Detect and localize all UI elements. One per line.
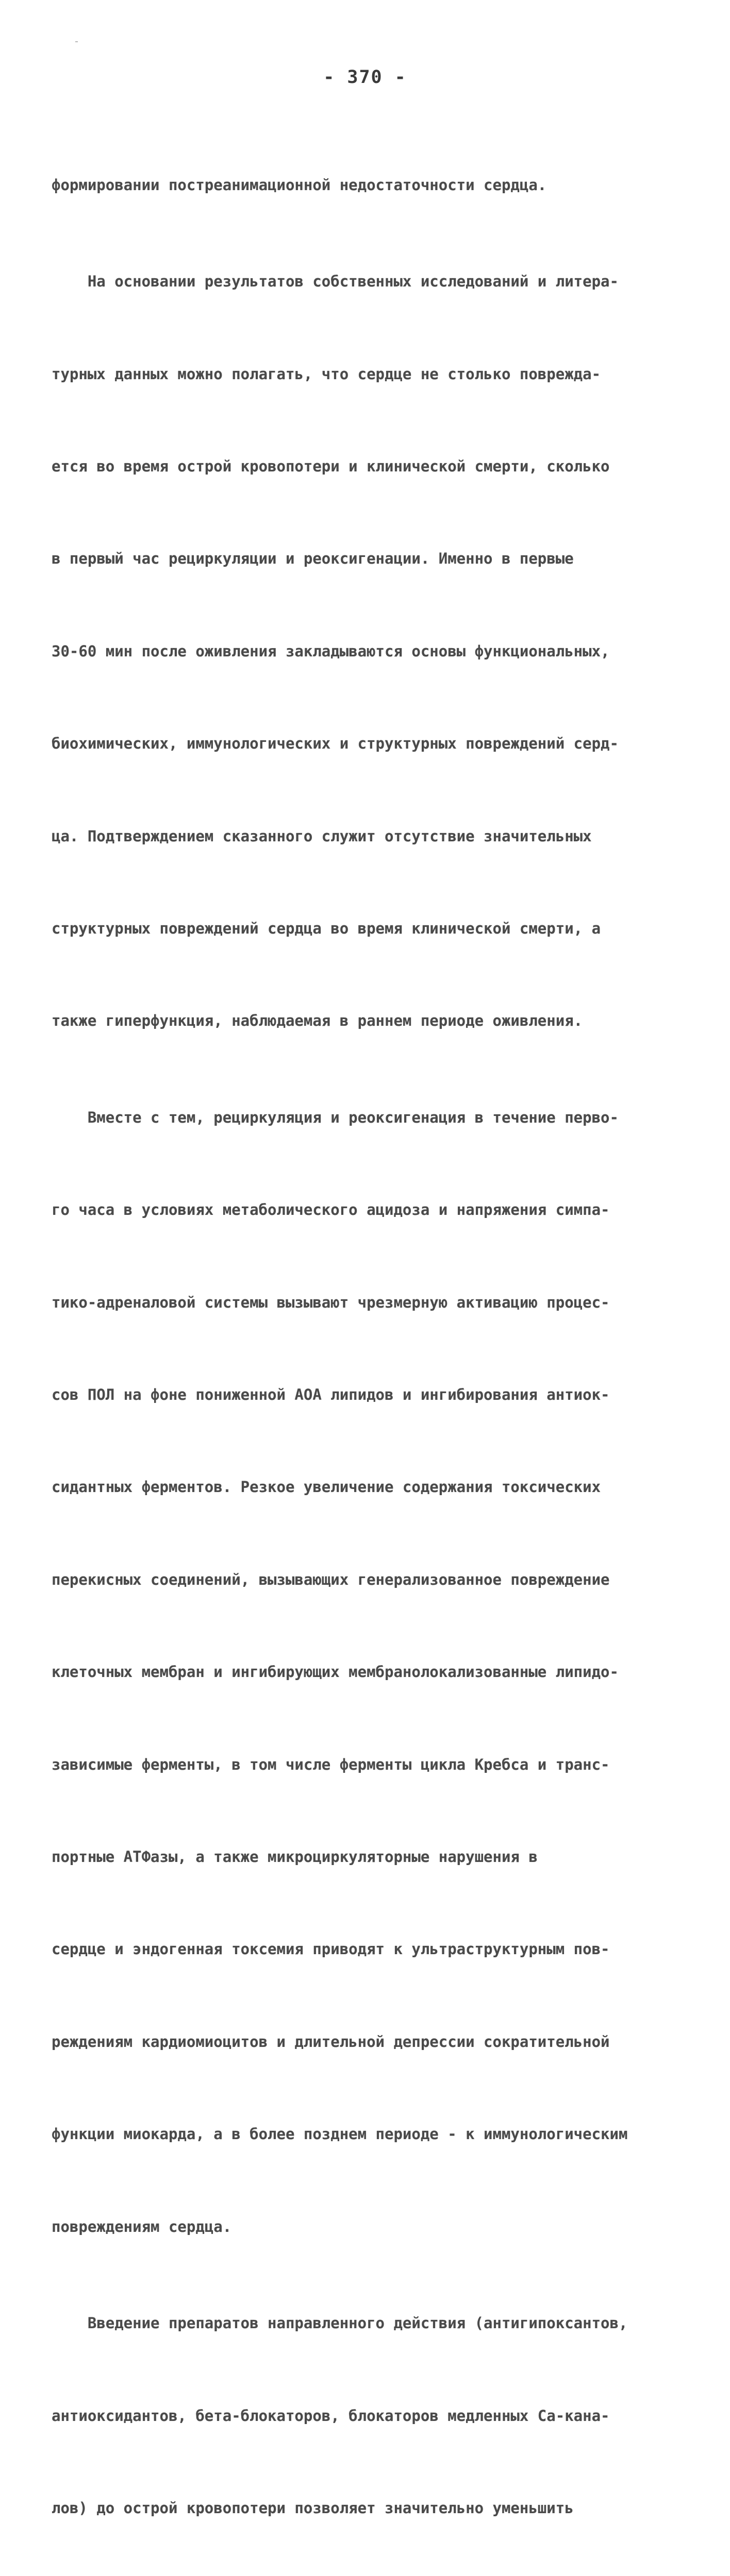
text-line: перекисных соединений, вызывающих генерализованное повреждение [52, 1570, 610, 1588]
text-line: сидантных ферментов. Резкое увеличение содержания токсических [52, 1478, 601, 1496]
text-line: повреждениям сердца. [52, 2217, 232, 2235]
text-line: сов ПОЛ на фоне пониженной АОА липидов и ингибирования антиок- [52, 1386, 610, 1404]
text-line: го часа в условиях метаболического ацидоза и напряжения симпа- [52, 1201, 610, 1219]
text-line: Введение препаратов направленного действия (антигипоксантов, [52, 2314, 628, 2332]
text-line: функции миокарда, а в более позднем периоде - к иммунологическим [52, 2125, 628, 2143]
text-line: реждениям кардиомиоцитов и длительной депрессии сократительной [52, 2032, 610, 2050]
text-line: антиоксидантов, бета-блокаторов, блокаторов медленных Ca-кана- [52, 2406, 610, 2425]
body-text [52, 108, 681, 2576]
text-line: ца. Подтверждением сказанного служит отсутствие значительных [52, 827, 592, 845]
text-line: формировании постреанимационной недостаточности сердца. [52, 176, 547, 194]
text-line: также гиперфункция, наблюдаемая в раннем периоде оживления. [52, 1012, 583, 1030]
text-line: Вместе с тем, рециркуляция и реоксигенация в течение перво- [52, 1108, 619, 1126]
text-line: клеточных мембран и ингибирующих мембранолокализованные липидо- [52, 1663, 619, 1681]
scan-speck [75, 41, 78, 42]
page-number: - 370 - [323, 67, 407, 88]
text-line: сердце и эндогенная токсемия приводят к ультраструктурным пов- [52, 1940, 610, 1958]
text-line: На основании результатов собственных исследований и литера- [52, 273, 619, 291]
text-line: биохимических, иммунологических и структурных повреждений серд- [52, 735, 619, 753]
text-line: зависимые ферменты, в том числе ферменты цикла Кребса и транс- [52, 1755, 610, 1773]
text-line: в первый час рециркуляции и реоксигенации. Именно в первые [52, 550, 574, 568]
text-line: турных данных можно полагать, что сердце не столько поврежда- [52, 365, 601, 383]
text-line: 30-60 мин после оживления закладываются основы функциональных, [52, 642, 610, 660]
text-line: портные АТФазы, а также микроциркуляторные нарушения в [52, 1848, 538, 1866]
text-line: лов) до острой кровопотери позволяет значительно уменьшить [52, 2499, 574, 2517]
text-line: структурных повреждений сердца во время клинической смерти, а [52, 919, 601, 937]
text-line: ется во время острой кровопотери и клинической смерти, сколько [52, 457, 610, 475]
text-line: тико-адреналовой системы вызывают чрезмерную активацию процес- [52, 1293, 610, 1311]
